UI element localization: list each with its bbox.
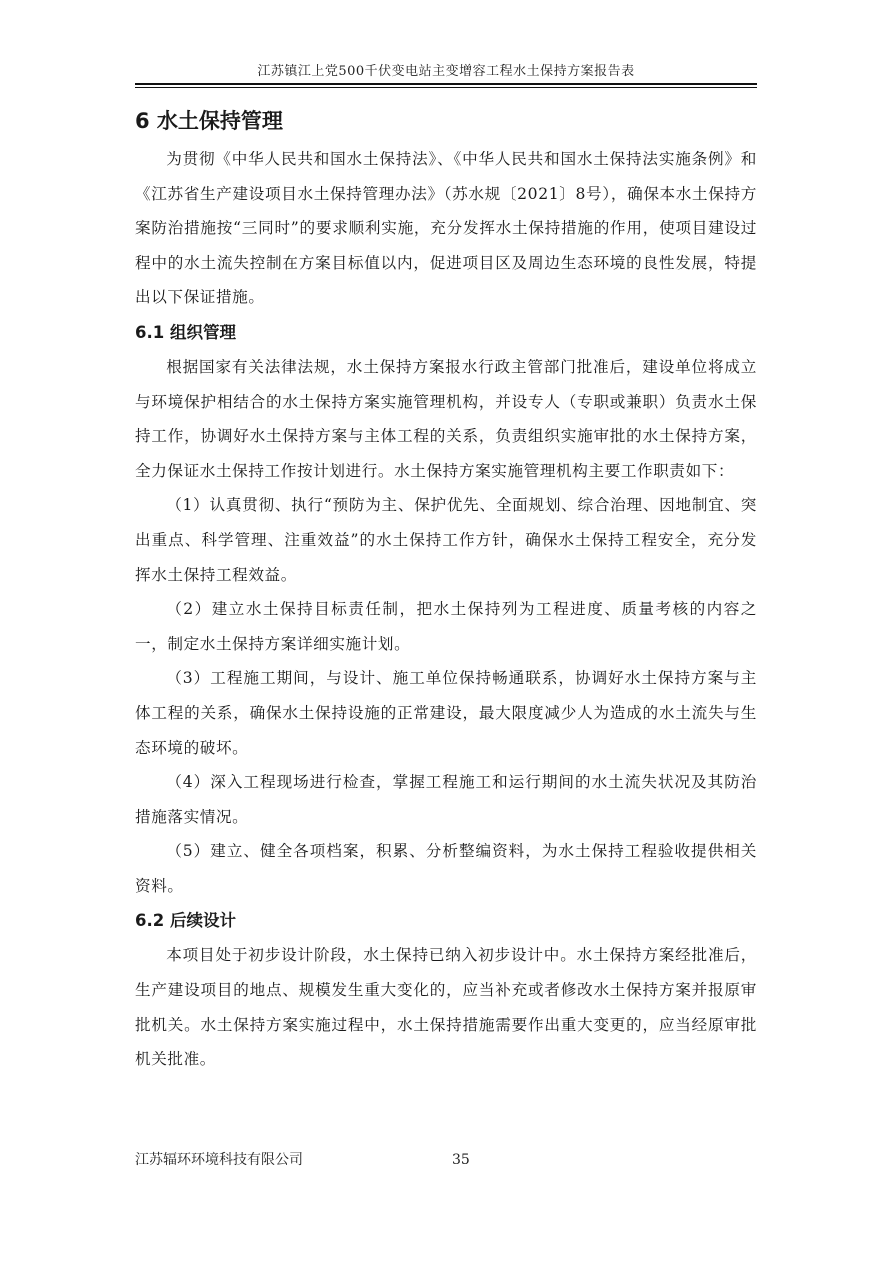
duty-item-4: （4）深入工程现场进行检查，掌握工程施工和运行期间的水土流失状况及其防治措施落实情况。 (135, 773, 757, 826)
duty-item-5: （5）建立、健全各项档案，积累、分析整编资料，为水土保持工程验收提供相关资料。 (135, 842, 757, 895)
header-rule-thick (135, 83, 757, 85)
footer-company-name: 江苏辐环环境科技有限公司 (135, 1152, 303, 1168)
header-rule-thin (135, 87, 757, 88)
duty-item-2: （2）建立水土保持目标责任制，把水土保持列为工程进度、质量考核的内容之一，制定水土保持方案详细实施计划。 (135, 600, 757, 653)
section-title-followup-design: 6.2 后续设计 (135, 911, 236, 931)
duty-item-1: （1）认真贯彻、执行“预防为主、保护优先、全面规划、综合治理、因地制宜、突出重点、科学管理、注重效益”的水土保持工作方针，确保水土保持工程安全，充分发挥水土保持工程效益。 (135, 496, 757, 584)
duty-item-3: （3）工程施工期间，与设计、施工单位保持畅通联系，协调好水土保持方案与主体工程的关系，确保水土保持设施的正常建设，最大限度减少人为造成的水土流失与生态环境的破坏。 (135, 669, 757, 757)
chapter-title: 6 水土保持管理 (135, 109, 283, 133)
section-followup-body: 本项目处于初步设计阶段，水土保持已纳入初步设计中。水土保持方案经批准后，生产建设项目的地点、规模发生重大变化的，应当补充或者修改水土保持方案并报原审批机关。水土保持方案实施过程中，水土保持措施需要作出重大变更的，应当经原审批机关批准。 (135, 946, 757, 1069)
running-header: 江苏镇江上党500千伏变电站主变增容工程水土保持方案报告表 (257, 64, 635, 79)
section-organization-intro: 根据国家有关法律法规，水土保持方案报水行政主管部门批准后，建设单位将成立与环境保护相结合的水土保持方案实施管理机构，并设专人（专职或兼职）负责水土保持工作，协调好水土保持方案与主体工程的关系，负责组织实施审批的水土保持方案，全力保证水土保持工作按计划进行。水土保持方案实施管理机构主要工作职责如下： (135, 357, 757, 480)
page-number: 35 (452, 1152, 470, 1168)
chapter-intro-paragraph: 为贯彻《中华人民共和国水土保持法》、《中华人民共和国水土保持法实施条例》和《江苏省生产建设项目水土保持管理办法》（苏水规〔2021〕8号），确保本水土保持方案防治措施按“三同时”的要求顺利实施，充分发挥水土保持措施的作用，使项目建设过程中的水土流失控制在方案目标值以内，促进项目区及周边生态环境的良性发展，特提出以下保证措施。 (135, 150, 757, 307)
page-content (135, 104, 757, 1077)
section-title-organization: 6.1 组织管理 (135, 322, 236, 342)
